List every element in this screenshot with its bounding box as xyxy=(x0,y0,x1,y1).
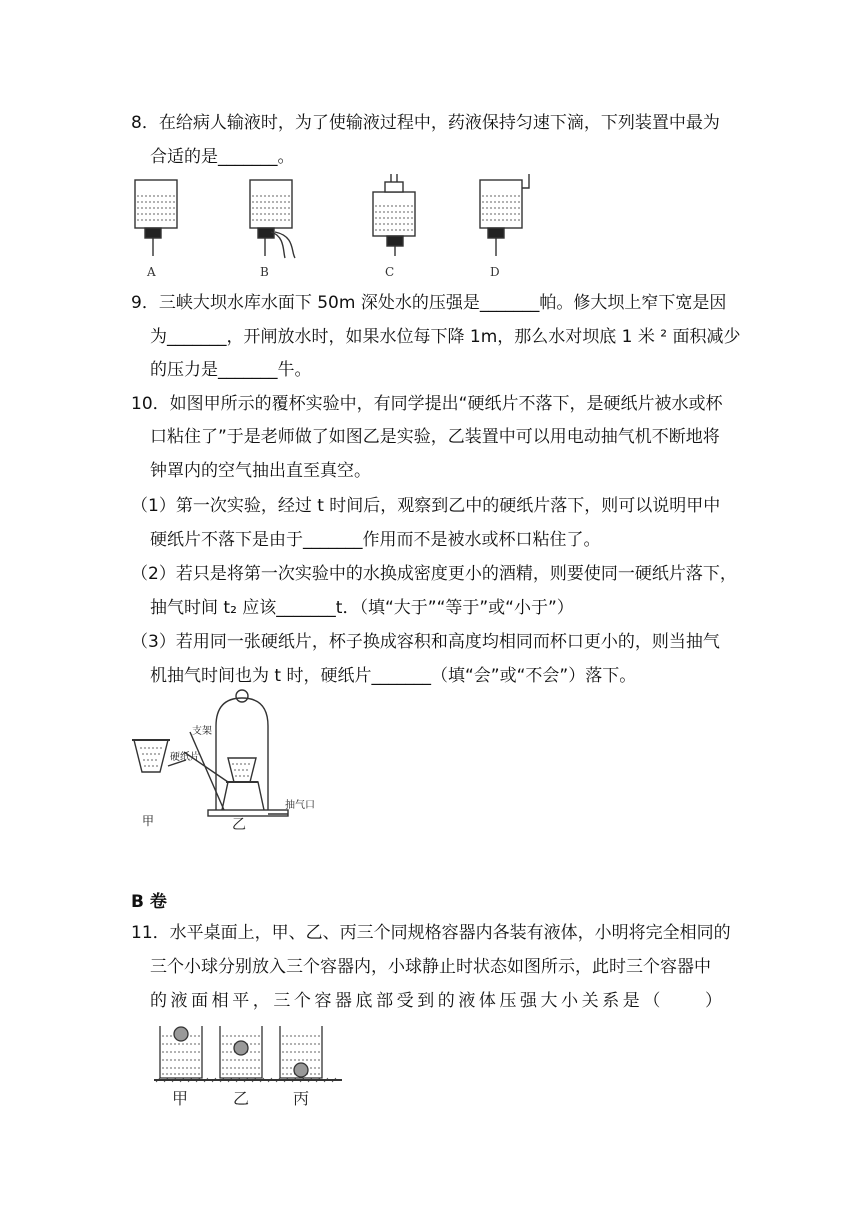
jia-label: 甲 xyxy=(142,814,155,828)
q10-sub2-line1: （2）若只是将第一次实验中的水换成密度更小的酒精，则要使同一硬纸片落下， xyxy=(131,564,737,584)
bell-jar-figure xyxy=(128,690,315,833)
q10-sub1-line2: 硬纸片不落下是由于_______作用而不是被水或杯口粘住了。 xyxy=(150,530,601,550)
iv-bottles-figure xyxy=(125,172,545,284)
option-c-label: C xyxy=(385,265,395,279)
q11-line1: 11．水平桌面上，甲、乙、丙三个同规格容器内各装有液体，小明将完全相同的 xyxy=(131,923,731,943)
beakers-figure xyxy=(150,1020,350,1110)
q8-line2: 合适的是_______。 xyxy=(150,147,295,167)
yi-label: 乙 xyxy=(232,817,246,833)
q10-sub1-line1: （1）第一次实验，经过 t 时间后，观察到乙中的硬纸片落下，则可以说明甲中 xyxy=(131,496,721,516)
q10-line1: 10．如图甲所示的覆杯实验中，有同学提出“硬纸片不落下，是硬纸片被水或杯 xyxy=(131,394,723,414)
q10-line3: 钟罩内的空气抽出直至真空。 xyxy=(150,461,371,481)
q11-line3: 的液面相平，三个容器底部受到的液体压强大小关系是（ ） xyxy=(150,991,722,1011)
support-label: 支架 xyxy=(192,726,212,737)
q8-line1: 8．在给病人输液时，为了使输液过程中，药液保持匀速下滴，下列装置中最为 xyxy=(131,113,720,133)
beaker-bing-label: 丙 xyxy=(293,1089,310,1108)
section-b-heading: B 卷 xyxy=(131,892,167,912)
option-b-label: B xyxy=(260,265,269,279)
q10-sub2-line2: 抽气时间 t₂ 应该_______t．（填“大于”“等于”或“小于”） xyxy=(150,598,574,618)
beaker-jia-label: 甲 xyxy=(172,1089,189,1108)
option-a-label: A xyxy=(147,265,156,279)
q10-sub3-line1: （3）若用同一张硬纸片，杯子换成容积和高度均相同而杯口更小的，则当抽气 xyxy=(131,632,720,652)
q9-line1: 9．三峡大坝水库水面下 50m 深处水的压强是_______帕。修大坝上窄下宽是因 xyxy=(131,293,727,313)
outlet-label: 抽气口 xyxy=(285,800,315,811)
beaker-yi-label: 乙 xyxy=(233,1089,250,1108)
q10-line2: 口粘住了”于是老师做了如图乙是实验，乙装置中可以用电动抽气机不断地将 xyxy=(150,427,720,447)
q9-line2: 为_______，开闸放水时，如果水位每下降 1m，那么水对坝底 1 米 ² 面积减少 xyxy=(150,327,741,347)
q9-line3: 的压力是_______牛。 xyxy=(150,360,312,380)
q11-line2: 三个小球分别放入三个容器内，小球静止时状态如图所示，此时三个容器中 xyxy=(150,957,711,977)
option-d-label: D xyxy=(490,265,500,279)
card-label: 硬纸片 xyxy=(170,752,200,763)
q10-sub3-line2: 机抽气时间也为 t 时，硬纸片_______（填“会”或“不会”）落下。 xyxy=(150,666,637,686)
